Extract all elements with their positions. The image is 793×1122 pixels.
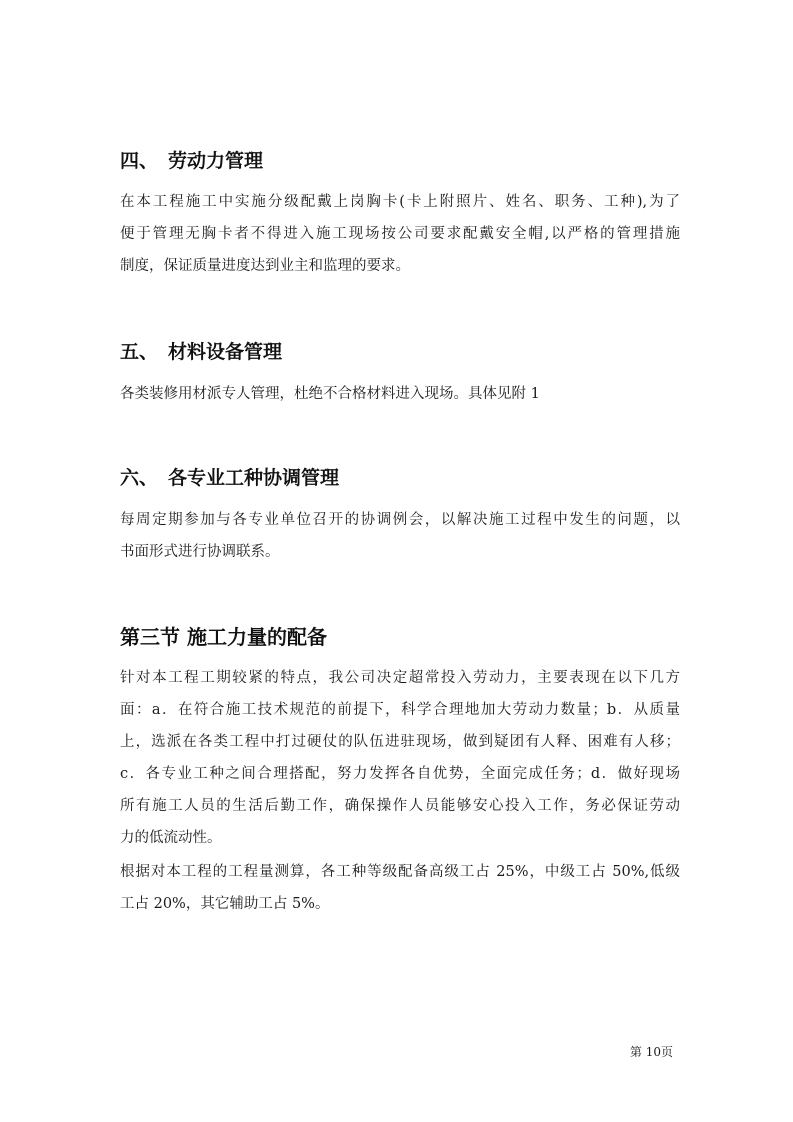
heading-title: 材料设备管理 xyxy=(168,341,283,363)
paragraph-line: 在本工程施工中实施分级配戴上岗胸卡(卡上附照片、姓名、职务、工种),为了 xyxy=(120,194,680,210)
page-number: 第 10页 xyxy=(629,1045,673,1059)
heading-title: 各专业工种协调管理 xyxy=(168,467,340,489)
paragraph-line: 针对本工程工期较紧的特点，我公司决定超常投入劳动力，主要表现在以下几方 xyxy=(120,670,680,686)
heading-labor-management xyxy=(120,146,263,173)
paragraph-line: 每周定期参加与各专业单位召开的协调例会，以解决施工过程中发生的问题，以 xyxy=(120,512,680,528)
heading-number: 五、 xyxy=(120,341,159,363)
paragraph-line: 力的低流动性。 xyxy=(120,830,222,846)
paragraph-line: 各类装修用材派专人管理，杜绝不合格材料进入现场。具体见附 1 xyxy=(120,386,540,402)
paragraph-line: 根据对本工程的工程量测算，各工种等级配备高级工占 25%，中级工占 50%,低级 xyxy=(120,864,680,880)
paragraph-material-management xyxy=(120,378,680,410)
paragraph-labor-management xyxy=(120,186,680,282)
paragraph-line: 便于管理无胸卡者不得进入施工现场按公司要求配戴安全帽,以严格的管理措施 xyxy=(120,226,680,242)
heading-material-management xyxy=(120,337,282,364)
paragraph-line: 书面形式进行协调联系。 xyxy=(120,544,280,560)
paragraph-line: 工占 20%，其它辅助工占 5%。 xyxy=(120,896,330,912)
section-title-workforce: 第三节 施工力量的配备 xyxy=(120,625,327,649)
heading-number: 四、 xyxy=(120,150,159,172)
paragraph-trade-coordination xyxy=(120,504,680,568)
paragraph-workforce-plan xyxy=(120,662,680,854)
heading-trade-coordination xyxy=(120,463,339,490)
paragraph-line: 所有施工人员的生活后勤工作，确保操作人员能够安心投入工作，务必保证劳动 xyxy=(120,798,680,814)
heading-number: 六、 xyxy=(120,467,159,489)
paragraph-line: c．各专业工种之间合理搭配，努力发挥各自优势，全面完成任务；d．做好现场 xyxy=(120,766,680,782)
paragraph-workforce-ratio xyxy=(120,856,680,920)
paragraph-line: 制度，保证质量进度达到业主和监理的要求。 xyxy=(120,258,410,274)
heading-title: 劳动力管理 xyxy=(168,150,264,172)
paragraph-line: 面：a．在符合施工技术规范的前提下，科学合理地加大劳动力数量；b．从质量 xyxy=(120,702,680,718)
paragraph-line: 上，选派在各类工程中打过硬仗的队伍进驻现场，做到疑团有人释、困难有人移； xyxy=(120,734,680,750)
